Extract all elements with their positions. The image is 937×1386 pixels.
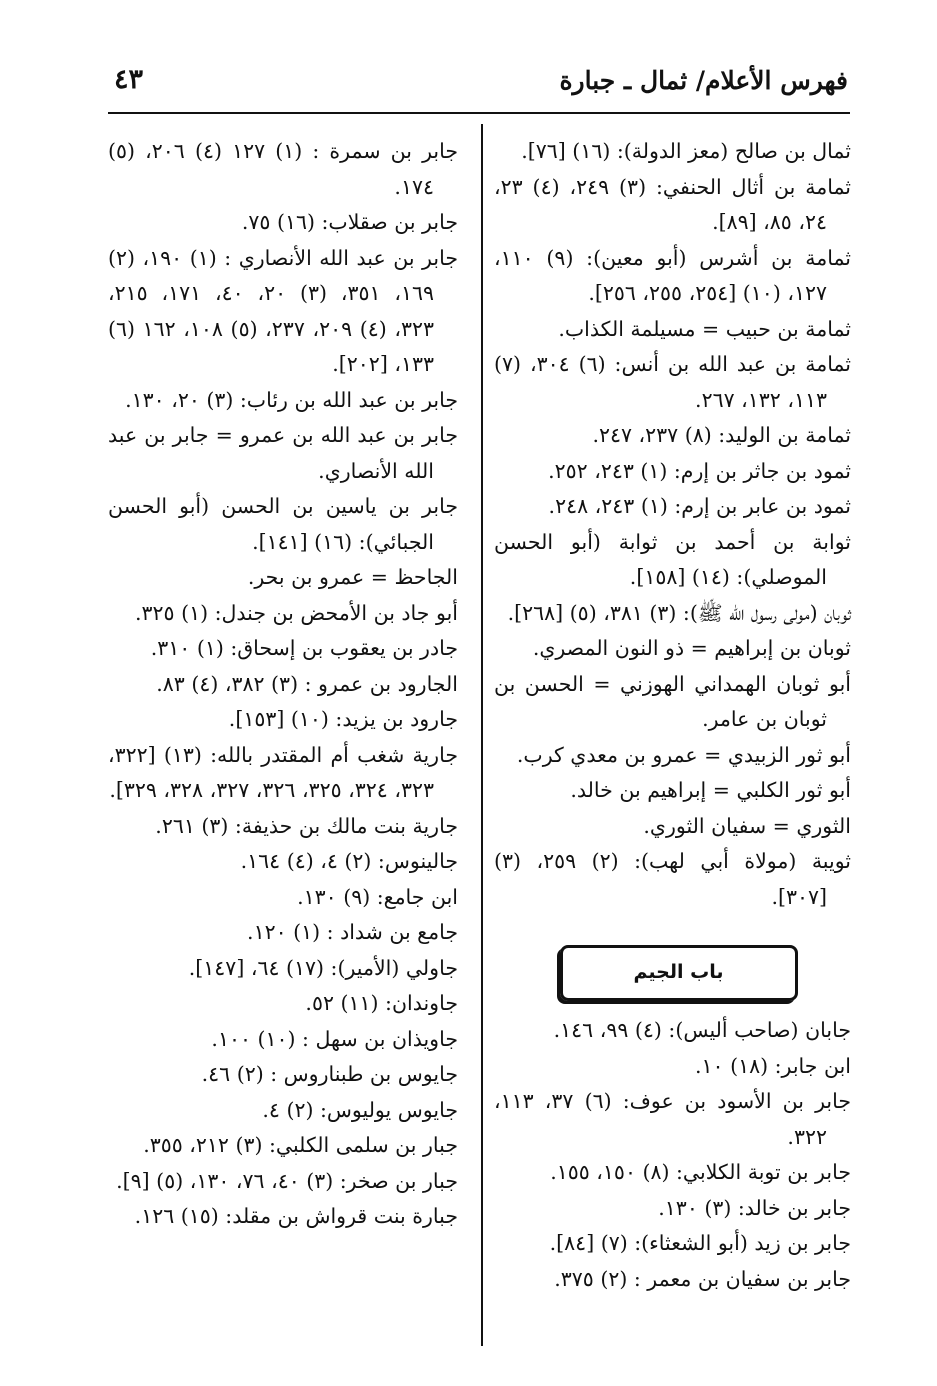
index-entry: الثوري = سفيان الثوري. — [643, 813, 851, 838]
index-entry: جاوندان: (١١) ٥٢. — [305, 991, 458, 1015]
page-header — [108, 62, 848, 102]
index-entry: ثويبة (مولاة أبي لهب): (٢) ٢٥٩، (٣) [٣٠٧]. — [494, 849, 851, 909]
index-entry: جابر بن صقلاب: (١٦) ٧٥. — [241, 210, 458, 234]
index-entry: ثوبان بن إبراهيم = ذو النون المصري. — [532, 636, 851, 660]
index-entry: ثمامة بن أثال الحنفي: (٣) ٢٤٩، (٤) ٢٣، ٢٤، ٨٥، [٨٩]. — [494, 174, 852, 234]
column-divider — [481, 124, 483, 1346]
index-entry: ابن جابر: (١٨) ١٠. — [695, 1053, 851, 1078]
index-entry: جامع بن شداد : (١) ١٢٠. — [247, 920, 458, 944]
index-entry: الجاحظ = عمرو بن بحر. — [247, 565, 458, 589]
index-entry: جاويذان بن سهل : (١٠) ١٠٠. — [211, 1026, 458, 1051]
index-entry: أبو ثور الزبيدي = عمرو بن معدي كرب. — [516, 742, 851, 767]
index-entry: ثمامة بن أشرس (أبو معين): (٩) ١١٠، ١٢٧، (١٠) [٢٥٤، ٢٥٥، ٢٥٦]. — [494, 245, 851, 305]
index-entry: جارية شغب أم المقتدر بالله: (١٣) [٣٢٢، ٣٢٣، ٣٢٤، ٣٢٥، ٣٢٦، ٣٢٧، ٣٢٨، ٣٢٩]. — [108, 742, 458, 802]
section-heading-box — [560, 945, 798, 1001]
index-entry: ثمال بن صالح (معز الدولة): (١٦) [٧٦]. — [521, 139, 851, 163]
index-entry: ثمامة بن الوليد: (٨) ٢٣٧، ٢٤٧. — [592, 423, 851, 447]
index-entry: أبو ثوبان الهمداني الهوزني = الحسن بن ثوبان بن عامر. — [494, 671, 851, 731]
index-entry: ثمود بن جاثر بن إرم: (١) ٢٤٣، ٢٥٢. — [548, 458, 851, 483]
index-entry: جابر بن ياسين بن الحسن (أبو الحسن الجبائي): (١٦) [١٤١]. — [108, 494, 458, 554]
right-entries-before-section — [494, 134, 851, 915]
index-entry: جارود بن يزيد: (١٠) [١٥٣]. — [228, 707, 458, 731]
header-rule — [108, 112, 850, 114]
running-title: فهرس الأعلام/ ثمال ـ جبارة — [559, 66, 848, 95]
index-entry: جابر بن الأسود بن عوف: (٦) ٣٧، ١١٣، ٣٢٢. — [494, 1089, 852, 1149]
left-entries — [108, 134, 458, 1235]
index-entry: جبارة بنت قرواش بن مقلد: (١٥) ١٢٦. — [134, 1204, 458, 1228]
left-column — [108, 134, 458, 1235]
index-entry: ثمامة بن حبيب = مسيلمة الكذاب. — [558, 316, 851, 341]
right-column — [494, 134, 851, 1297]
index-entry: جالينوس: (٢) ٤، (٤) ١٦٤. — [240, 849, 458, 873]
right-entries-after-section — [494, 1013, 851, 1297]
index-entry: جبار بن سلمى الكلبي: (٣) ٢١٢، ٣٥٥. — [143, 1133, 458, 1157]
index-entry: جادر بن يعقوب بن إسحاق: (١) ٣١٠. — [150, 636, 458, 660]
index-entry: جاولي (الأمير): (١٧) ٦٤، [١٤٧]. — [188, 955, 458, 980]
index-entry: جابر بن سفيان بن معمر : (٢) ٣٧٥. — [554, 1266, 851, 1291]
index-entry: جابر بن زيد (أبو الشعثاء): (٧) [٨٤]. — [549, 1231, 851, 1255]
section-heading: باب الجيم — [633, 961, 724, 984]
index-entry: ثمود بن عابر بن إرم: (١) ٢٤٣، ٢٤٨. — [548, 494, 851, 518]
index-entry: ثوابة بن أحمد بن ثوابة (أبو الحسن الموصلي): (١٤) [١٥٨]. — [494, 529, 851, 589]
index-entry: جارية بنت مالك بن حذيفة: (٣) ٢٦١. — [155, 813, 458, 838]
index-entry: جابان (صاحب أليس): (٤) ٩٩، ١٤٦. — [553, 1018, 851, 1042]
index-entry: جبار بن صخر: (٣) ٤٠، ٧٦، ١٣٠، (٥) [٩]. — [116, 1168, 458, 1193]
index-entry: أبو ثور الكلبي = إبراهيم بن خالد. — [570, 778, 851, 802]
index-entry: أبو جاد بن الأمحض بن جندل: (١) ٣٢٥. — [134, 600, 458, 625]
index-entry: جايوس بن طبناروس : (٢) ٤٦. — [201, 1062, 458, 1086]
index-entry: جابر بن عبد الله بن عمرو = جابر بن عبد الله الأنصاري. — [108, 423, 458, 483]
index-entry: ابن جامع: (٩) ١٣٠. — [297, 884, 458, 909]
index-entry: جابر بن عبد الله بن رئاب: (٣) ٢٠، ١٣٠. — [125, 387, 458, 412]
index-entry: جايوس يوليوس: (٢) ٤. — [262, 1097, 458, 1122]
index-entry: جابر بن سمرة : (١) ١٢٧ (٤) ٢٠٦، (٥) ١٧٤. — [108, 139, 458, 199]
page-number: ٤٣ — [114, 64, 144, 95]
index-entry: الجارود بن عمرو : (٣) ٣٨٢، (٤) ٨٣. — [156, 671, 458, 696]
index-entry: جابر بن خالد: (٣) ١٣٠. — [658, 1195, 851, 1220]
index-entry: ثوبان (مولى رسول الله ﷺ): (٣) ٣٨١، (٥) [٢٦٨]. — [507, 600, 851, 625]
index-entry: ثمامة بن عبد الله بن أنس: (٦) ٣٠٤، (٧) ١١٣، ١٣٢، ٢٦٧. — [494, 352, 851, 412]
index-entry: جابر بن توبة الكلابي: (٨) ١٥٠، ١٥٥. — [550, 1160, 851, 1184]
index-entry: جابر بن عبد الله الأنصاري : (١) ١٩٠، (٢) ١٦٩، ٣٥١، (٣) ٢٠، ٤٠، ١٧١، ٢١٥، ٣٢٣، (٤) ٢٠٩، ٢٣٧، (٥) ١٠٨، ١٦٢ (٦) ١٣٣، [٢٠٢]. — [108, 245, 458, 376]
